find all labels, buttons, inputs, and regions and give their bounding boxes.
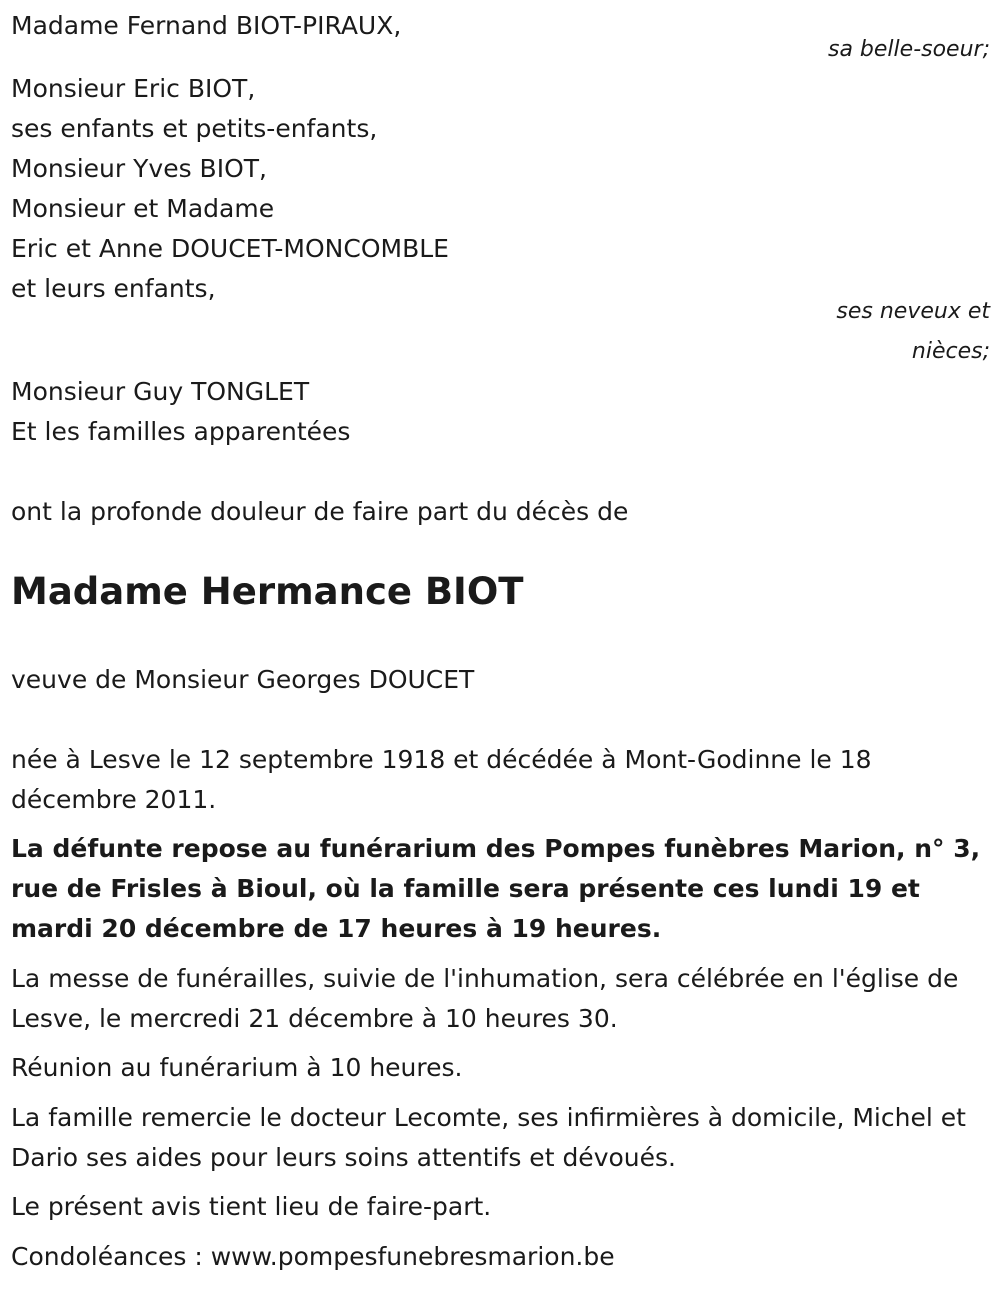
spouse-text: veuve de Monsieur Georges DOUCET xyxy=(11,665,475,694)
thanks-text: La famille remercie le docteur Lecomte, ses infirmières à domicile, Michel et Dario ses aides pour leurs soins attentifs et dévoués. xyxy=(11,1103,966,1172)
family-member-line: Et les familles apparentées xyxy=(11,417,351,446)
announcement-text: ont la profonde douleur de faire part du décès de xyxy=(11,497,629,526)
family-member-line: ses enfants et petits-enfants, xyxy=(11,114,378,143)
family-member-line: Madame Fernand BIOT-PIRAUX, xyxy=(11,11,402,40)
notice-text: Le présent avis tient lieu de faire-part. xyxy=(11,1192,492,1221)
relation-label: sa belle-soeur; xyxy=(828,37,990,62)
funeral-details: La messe de funérailles, suivie de l'inhumation, sera célébrée en l'église de Lesve, le mercredi 21 décembre à 10 heures 30. xyxy=(11,964,959,1033)
deceased-name: Madame Hermance BIOT xyxy=(11,570,524,613)
family-member-line: Monsieur Eric BIOT, xyxy=(11,74,256,103)
meeting-details: Réunion au funérarium à 10 heures. xyxy=(11,1053,463,1082)
family-member-line: Monsieur et Madame xyxy=(11,194,275,223)
family-member-line: Eric et Anne DOUCET-MONCOMBLE xyxy=(11,234,449,263)
relation-label: ses neveux et xyxy=(836,299,990,324)
relation-label: nièces; xyxy=(911,339,990,364)
family-member-line: Monsieur Guy TONGLET xyxy=(11,377,310,406)
family-member-line: et leurs enfants, xyxy=(11,274,216,303)
condolences-link[interactable]: Condoléances : www.pompesfunebresmarion.be xyxy=(11,1242,615,1271)
viewing-details: La défunte repose au funérarium des Pompes funèbres Marion, n° 3, rue de Frisles à Bioul, où la famille sera présente ces lundi 19 et mardi 20 décembre de 17 heures à 19 heures. xyxy=(11,834,981,943)
family-member-line: Monsieur Yves BIOT, xyxy=(11,154,267,183)
birth-death-dates: née à Lesve le 12 septembre 1918 et décédée à Mont-Godinne le 18 décembre 2011. xyxy=(11,745,872,814)
